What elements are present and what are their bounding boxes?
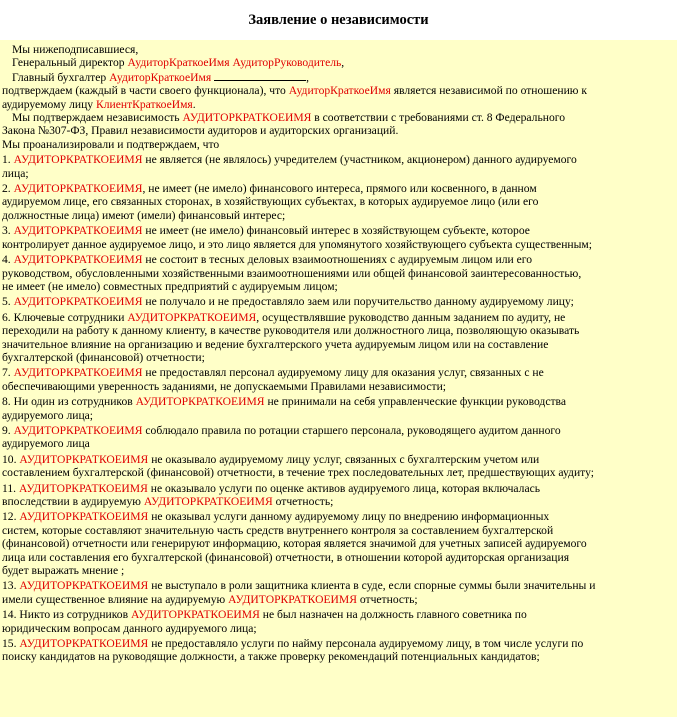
item-text: аудируемого лица (2, 437, 90, 451)
auditor-upper-name: АУДИТОРКРАТКОЕИМЯ (13, 423, 143, 437)
item-number: 14. Никто из сотрудников (2, 608, 129, 622)
list-item-13 (2, 579, 675, 606)
auditor-upper-name: АУДИТОРКРАТКОЕИМЯ (19, 637, 149, 651)
punct: , (306, 70, 309, 84)
item-text: не оказывал услуги данному аудируемому лицу по внедрению информационных (151, 510, 550, 524)
list-item-15 (2, 637, 675, 664)
list-item-11 (2, 482, 675, 509)
auditor-upper-name: АУДИТОРКРАТКОЕИМЯ (19, 510, 149, 524)
intro-text: Мы нижеподписавшиеся, (12, 43, 139, 56)
item-text: руководством, обусловленными хозяйственными взаимоотношениями или общей финансовой заинтересованностью, (2, 266, 582, 280)
auditor-upper-name: АУДИТОРКРАТКОЕИМЯ (135, 395, 265, 409)
text: в соответствии с требованиями ст. 8 Федерального (314, 111, 566, 125)
punct: . (192, 97, 196, 111)
text: подтверждаем (каждый в части своего функционала), что (2, 84, 286, 98)
item-number: 11. (2, 481, 17, 495)
item-text: будет выражать мнение ; (2, 564, 125, 578)
auditor-head-name: АудиторРуководитель (232, 56, 342, 70)
item-text: аудируемом лице, его связанных сторонах, в хозяйствующих субъектах, в которых аудируемое лицо (или его (2, 195, 539, 209)
item-text: соблюдало правила по ротации старшего персонала, руководящего аудитом данного (145, 423, 561, 437)
auditor-upper-name: АУДИТОРКРАТКОЕИМЯ (143, 495, 273, 508)
item-text: не является (не являлось) учредителем (участником, акционером) данного аудируемого (145, 153, 577, 167)
signature-line (214, 70, 306, 81)
intro-chief-acc (2, 70, 675, 84)
list-item-1 (2, 153, 675, 180)
auditor-upper-name: АУДИТОРКРАТКОЕИМЯ (13, 182, 143, 196)
intro-confirm-2 (2, 98, 675, 111)
text: аудируемому лицу (2, 97, 94, 111)
intro-analyzed (2, 138, 675, 151)
list-item-14 (2, 608, 675, 635)
item-text: не предоставляло услуги по найму персонала аудируемому лицу, в том числе услуги по (151, 637, 584, 651)
text: является независимой по отношению к (393, 84, 587, 98)
item-number: 15. (2, 637, 17, 651)
item-text: имели существенное влияние на аудируемую (2, 592, 226, 606)
list-item-2 (2, 182, 675, 222)
item-number: 3. (2, 224, 11, 238)
item-text: значительное влияние на организацию и ведение бухгалтерского учета аудируемым лицом или на составление (2, 337, 549, 351)
item-number: 7. (2, 366, 11, 380)
item-number: 5. (2, 295, 11, 309)
item-number: 10. (2, 452, 17, 466)
intro-confirm (2, 84, 675, 97)
auditor-upper-name: АУДИТОРКРАТКОЕИМЯ (182, 111, 312, 125)
intro-indep (2, 111, 675, 124)
list-item-7 (2, 366, 675, 393)
text: Закона №307-ФЗ, Правил независимости аудиторов и аудиторских организаций. (2, 124, 399, 138)
list-item-9 (2, 424, 675, 451)
client-short-name: КлиентКраткоеИмя (96, 97, 193, 111)
role-label: Главный бухгалтер (12, 70, 107, 84)
item-text: поиску кандидатов на руководящие должности, а также проверку рекомендаций потенциальных кандидатов; (2, 650, 540, 664)
item-text: не имеет (не имело) финансовый интерес в хозяйствующем субъекте, которое (145, 224, 530, 238)
auditor-upper-name: АУДИТОРКРАТКОЕИМЯ (13, 366, 143, 380)
page-title: Заявление о независимости (0, 0, 677, 40)
auditor-short-name: АудиторКраткоеИмя (127, 56, 230, 70)
item-text: не получало и не предоставляло заем или поручительство данному аудируемому лицу; (145, 295, 574, 309)
item-number: 2. (2, 182, 11, 196)
list-item-5 (2, 295, 675, 308)
item-text: должностные лица) имеют (имели) финансовый интерес; (2, 208, 286, 222)
auditor-upper-name: АУДИТОРКРАТКОЕИМЯ (228, 592, 357, 606)
list-item-8 (2, 395, 675, 422)
list-item-4 (2, 253, 675, 293)
text: Мы подтверждаем независимость (12, 111, 180, 125)
list-item-12 (2, 510, 675, 577)
role-label: Генеральный директор (12, 56, 125, 70)
auditor-upper-name: АУДИТОРКРАТКОЕИМЯ (13, 224, 143, 238)
item-text: не принимали на себя управленческие функции руководства (267, 395, 567, 409)
list-item-6 (2, 311, 675, 365)
item-number: 1. (2, 153, 11, 167)
item-text: аудируемого лица; (2, 408, 94, 422)
item-text: систем, которые составляют значительную часть средств внутреннего контроля за составлением бухгалтерской (2, 523, 554, 537)
item-text: составлением бухгалтерской (финансовой) отчетности, в течение трех последовательных лет, предшествующих аудиту; (2, 466, 594, 480)
auditor-upper-name: АУДИТОРКРАТКОЕИМЯ (13, 253, 143, 267)
intro-signed (2, 43, 675, 56)
list-item-10 (2, 453, 675, 480)
item-text: не оказывало аудируемому лицу услуг, связанных с бухгалтерским учетом или (151, 452, 540, 466)
item-text: лица или составления его бухгалтерской (финансовой) отчетности, в отношении которой аудиторская организация (2, 550, 570, 564)
item-text: лица; (2, 166, 29, 180)
item-text: не был назначен на должность главного советника по (262, 608, 527, 622)
item-number: 13. (2, 579, 17, 593)
auditor-upper-name: АУДИТОРКРАТКОЕИМЯ (13, 153, 143, 167)
item-number: 6. Ключевые сотрудники (2, 310, 125, 324)
item-number: 9. (2, 423, 11, 437)
item-number: 8. Ни один из сотрудников (2, 395, 133, 409)
auditor-short-name: АудиторКраткоеИмя (109, 70, 212, 84)
item-text: переходили на работу к данному клиенту, в качестве руководителя или должностного лица, позволяющую оказывать (2, 324, 580, 338)
item-text: контролирует данное аудируемое лицо, и это лицо является для упомянутого хозяйствующего субъекта существенным; (2, 237, 592, 251)
list-item-3 (2, 224, 675, 251)
auditor-upper-name: АУДИТОРКРАТКОЕИМЯ (127, 310, 257, 324)
item-text: юридическим вопросам данного аудируемого лица; (2, 621, 257, 635)
auditor-upper-name: АУДИТОРКРАТКОЕИМЯ (130, 608, 260, 622)
item-text: не состоит в тесных деловых взаимоотношениях с аудируемым лицом или его (145, 253, 533, 267)
punct: , (341, 56, 345, 70)
item-number: 12. (2, 510, 17, 524)
text: Мы проанализировали и подтверждаем, что (2, 137, 220, 151)
item-text: отчетность; (275, 495, 334, 508)
document-body (0, 40, 677, 717)
item-text: не выступало в роли защитника клиента в суде, если спорные суммы были значительны и (151, 579, 596, 593)
auditor-upper-name: АУДИТОРКРАТКОЕИМЯ (19, 452, 149, 466)
item-text: отчетность; (359, 592, 418, 606)
auditor-short-name: АудиторКраткоеИмя (288, 84, 391, 98)
auditor-upper-name: АУДИТОРКРАТКОЕИМЯ (19, 579, 149, 593)
intro-gen-dir (2, 56, 675, 69)
item-text: (финансовой) отчетности или генерируют информацию, которая является значимой для учетных записей аудируемого (2, 537, 587, 551)
item-text: обеспечивающими уверенность заданиями, не допускаемыми Правилами независимости; (2, 379, 447, 393)
item-text: бухгалтерской (финансовой) отчетности; (2, 350, 205, 364)
item-text: впоследствии в аудируемую (2, 495, 141, 508)
item-text: не оказывало услуги по оценке активов аудируемого лица, которая включалась (150, 481, 541, 495)
item-number: 4. (2, 253, 11, 267)
intro-indep-2 (2, 124, 675, 137)
item-text: , не имеет (не имело) финансового интереса, прямого или косвенного, в данном (142, 182, 537, 196)
item-text: не предоставлял персонал аудируемому лицу для оказания услуг, связанных с не (145, 366, 544, 380)
item-text: не имеет (не имело) совместных предприятий с аудируемым лицом; (2, 279, 338, 293)
auditor-upper-name: АУДИТОРКРАТКОЕИМЯ (18, 481, 148, 495)
auditor-upper-name: АУДИТОРКРАТКОЕИМЯ (13, 295, 143, 309)
item-text: , осуществлявшие руководство данным заданием по аудиту, не (256, 310, 566, 324)
